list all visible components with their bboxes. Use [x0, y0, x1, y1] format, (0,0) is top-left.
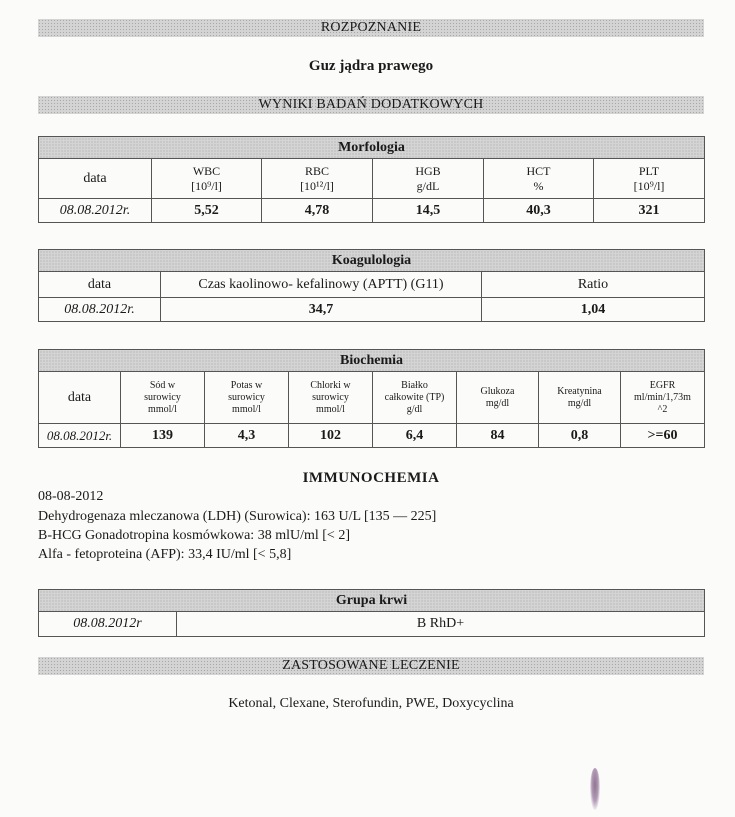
immunochemia-date: 08-08-2012	[38, 489, 104, 504]
koagulologia-title: Koagulologia	[39, 250, 705, 272]
grupa-krwi-table	[38, 589, 705, 637]
morfologia-col-rbc: RBC [10¹²/l]	[262, 159, 373, 199]
biochemia-col-bialko: Białko całkowite (TP) g/dl	[373, 372, 457, 424]
grupa-krwi-value: B RhD+	[177, 612, 705, 637]
grupa-krwi-date: 08.08.2012r	[39, 612, 177, 637]
morfologia-col-plt: PLT [10⁹/l]	[594, 159, 705, 199]
biochemia-value-egfr: >=60	[621, 424, 705, 448]
koagulologia-ratio-label: Ratio	[482, 272, 705, 298]
biochemia-value-potas: 4,3	[205, 424, 289, 448]
morfologia-value-hgb: 14,5	[373, 199, 484, 223]
morfologia-col-wbc: WBC [10⁹/l]	[152, 159, 262, 199]
koagulologia-aptt-value: 34,7	[161, 298, 482, 322]
koagulologia-date-label: data	[39, 272, 161, 298]
morfologia-value-hct: 40,3	[484, 199, 594, 223]
biochemia-value-kreatynina: 0,8	[539, 424, 621, 448]
immunochemia-bhcg: B-HCG Gonadotropina kosmówkowa: 38 mlU/ml [< 2]	[38, 528, 350, 543]
koagulologia-table	[38, 249, 705, 322]
biochemia-col-kreatynina: Kreatynina mg/dl	[539, 372, 621, 424]
biochemia-value-glukoza: 84	[457, 424, 539, 448]
morfologia-date: 08.08.2012r.	[39, 199, 152, 223]
biochemia-col-glukoza: Glukoza mg/dl	[457, 372, 539, 424]
biochemia-date: 08.08.2012r.	[39, 424, 121, 448]
leczenie-drugs: Ketonal, Clexane, Sterofundin, PWE, Doxycyclina	[228, 696, 514, 711]
biochemia-table	[38, 349, 705, 448]
biochemia-col-potas: Potas w surowicy mmol/l	[205, 372, 289, 424]
biochemia-title: Biochemia	[39, 350, 705, 372]
morfologia-col-hct: HCT %	[484, 159, 594, 199]
biochemia-value-chlorki: 102	[289, 424, 373, 448]
diagnosis-text: Guz jądra prawego	[308, 58, 434, 74]
biochemia-date-label: data	[39, 372, 121, 424]
immunochemia-afp: Alfa - fetoproteina (AFP): 33,4 IU/ml [< 5,8]	[38, 547, 292, 562]
morfologia-title: Morfologia	[39, 137, 705, 159]
wyniki-header: WYNIKI BADAŃ DODATKOWYCH	[38, 96, 704, 114]
morfologia-value-wbc: 5,52	[152, 199, 262, 223]
biochemia-col-egfr: EGFR ml/min/1,73m ^2	[621, 372, 705, 424]
morfologia-value-rbc: 4,78	[262, 199, 373, 223]
koagulologia-date: 08.08.2012r.	[39, 298, 161, 322]
immunochemia-title: IMMUNOCHEMIA	[302, 470, 440, 486]
biochemia-value-sod: 139	[121, 424, 205, 448]
morfologia-date-label: data	[39, 159, 152, 199]
morfologia-table	[38, 136, 705, 223]
biochemia-col-sod: Sód w surowicy mmol/l	[121, 372, 205, 424]
koagulologia-aptt-label: Czas kaolinowo- kefalinowy (APTT) (G11)	[161, 272, 482, 298]
leczenie-header: ZASTOSOWANE LECZENIE	[38, 657, 704, 675]
ink-stain	[590, 768, 600, 810]
morfologia-value-plt: 321	[594, 199, 705, 223]
grupa-krwi-title: Grupa krwi	[39, 590, 705, 612]
biochemia-col-chlorki: Chlorki w surowicy mmol/l	[289, 372, 373, 424]
rozpoznanie-header: ROZPOZNANIE	[38, 19, 704, 37]
morfologia-col-hgb: HGB g/dL	[373, 159, 484, 199]
koagulologia-ratio-value: 1,04	[482, 298, 705, 322]
immunochemia-ldh: Dehydrogenaza mleczanowa (LDH) (Surowica): 163 U/L [135 — 225]	[38, 509, 437, 524]
biochemia-value-bialko: 6,4	[373, 424, 457, 448]
